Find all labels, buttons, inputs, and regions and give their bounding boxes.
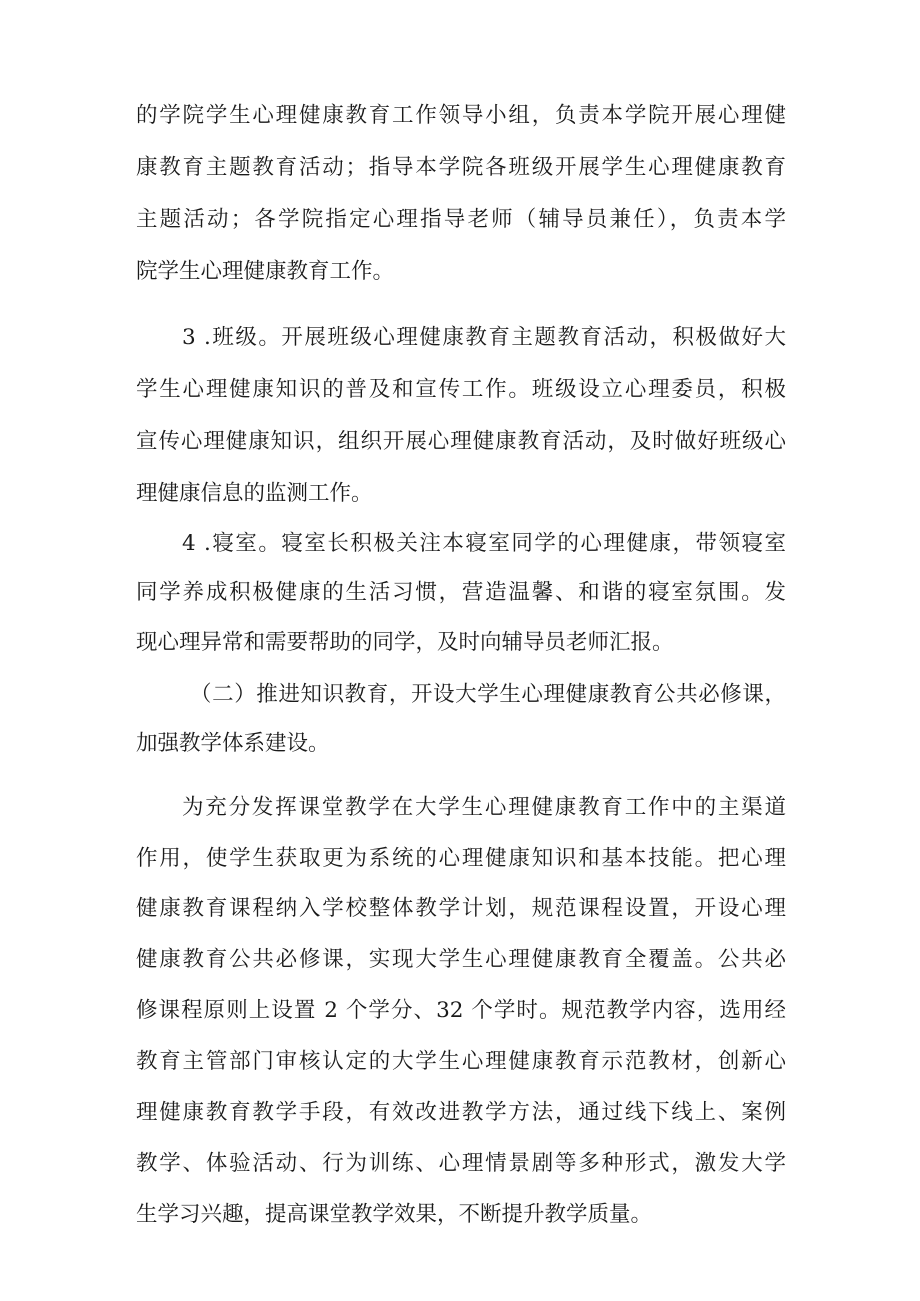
text-line: 教育主管部门审核认定的大学生心理健康教育示范教材，创新心 <box>136 1049 786 1074</box>
text-line: 加强教学体系建设。 <box>136 731 330 756</box>
text-line: 学生心理健康知识的普及和宣传工作。班级设立心理委员，积极 <box>136 377 786 402</box>
text-line: 同学养成积极健康的生活习惯，营造温馨、和谐的寝室氛围。发 <box>136 580 786 605</box>
text-line: （二）推进知识教育，开设大学生心理健康教育公共必修课， <box>190 682 786 707</box>
text-line: 院学生心理健康教育工作。 <box>136 259 395 284</box>
text-line: 作用，使学生获取更为系统的心理健康知识和基本技能。把心理 <box>136 846 786 871</box>
text-line: 主题活动；各学院指定心理指导老师（辅导员兼任），负责本学 <box>136 207 786 232</box>
text-line: 教学、体验活动、行为训练、心理情景剧等多种形式，激发大学 <box>136 1151 786 1176</box>
text-line: 4 .寝室。寝室长积极关注本寝室同学的心理健康，带领寝室 <box>182 531 786 556</box>
text-line: 为充分发挥课堂教学在大学生心理健康教育工作中的主渠道 <box>182 795 786 820</box>
text-line: 3 .班级。开展班级心理健康教育主题教育活动，积极做好大 <box>182 325 786 350</box>
text-line: 理健康教育教学手段，有效改进教学方法，通过线下线上、案例 <box>136 1100 786 1125</box>
text-line: 健康教育公共必修课，实现大学生心理健康教育全覆盖。公共必 <box>136 947 786 972</box>
text-line: 宣传心理健康知识，组织开展心理健康教育活动，及时做好班级心 <box>136 429 786 454</box>
text-line: 理健康信息的监测工作。 <box>136 481 373 506</box>
text-line: 的学院学生心理健康教育工作领导小组，负责本学院开展心理健 <box>136 103 786 128</box>
text-line: 修课程原则上设置 2 个学分、32 个学时。规范教学内容，选用经 <box>136 998 786 1023</box>
text-line: 生学习兴趣，提高课堂教学效果，不断提升教学质量。 <box>136 1202 653 1227</box>
text-line: 康教育主题教育活动；指导本学院各班级开展学生心理健康教育 <box>136 155 786 180</box>
text-line: 健康教育课程纳入学校整体教学计划，规范课程设置，开设心理 <box>136 896 786 921</box>
text-line: 现心理异常和需要帮助的同学，及时向辅导员老师汇报。 <box>136 630 674 655</box>
